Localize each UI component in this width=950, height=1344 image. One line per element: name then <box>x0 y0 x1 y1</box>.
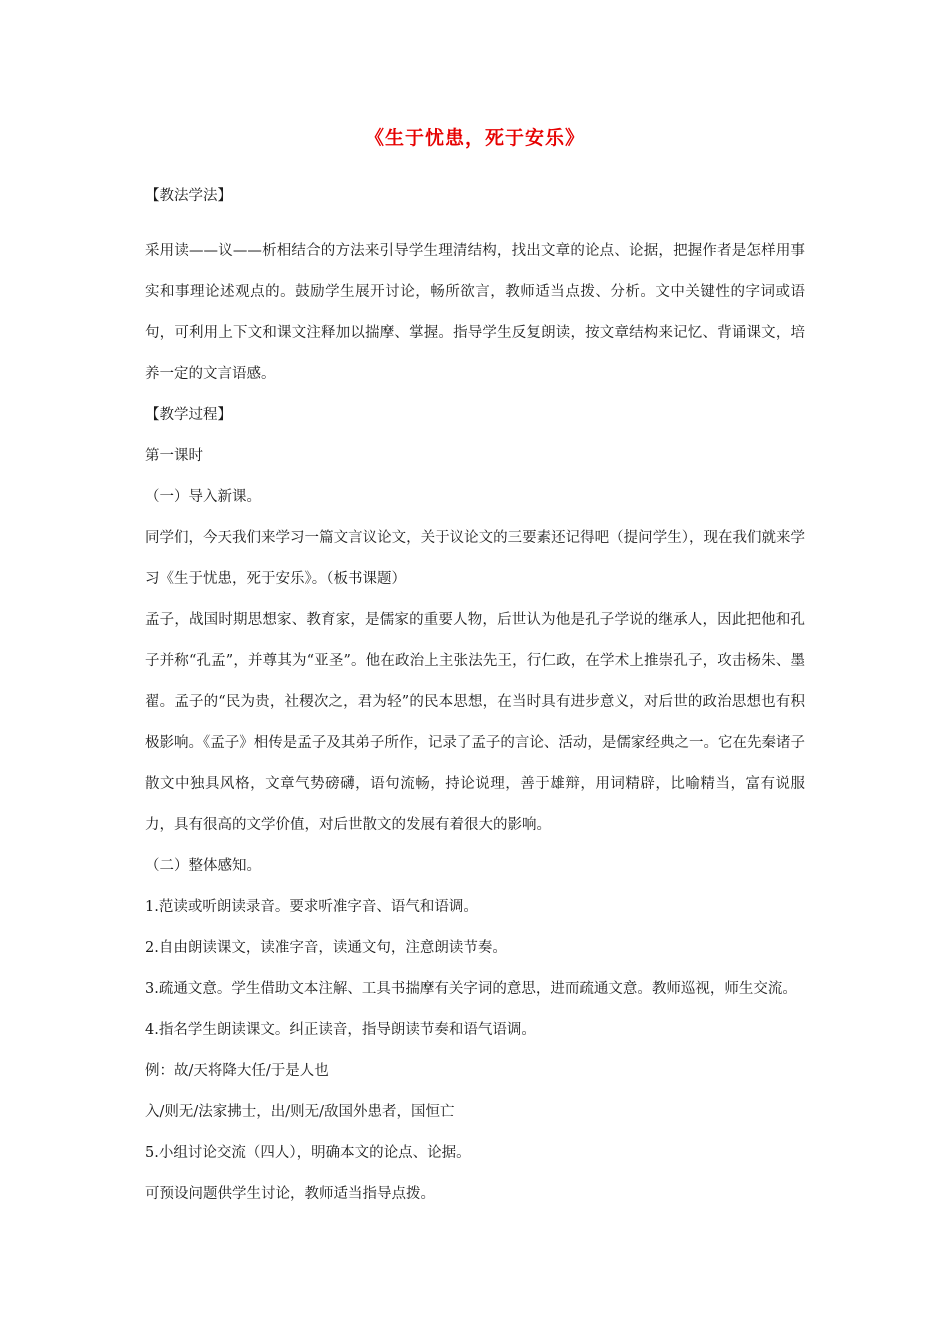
step-5: 5.小组讨论交流（四人），明确本文的论点、论据。 <box>145 1145 471 1161</box>
lesson-label: 第一课时 <box>145 448 203 464</box>
spacer <box>145 217 805 231</box>
section-introduction: （一）导入新课。 <box>145 489 261 505</box>
example-line-1: 例：故/天将降大任/于是人也 <box>145 1063 329 1079</box>
paragraph-mencius: 孟子，战国时期思想家、教育家，是儒家的重要人物，后世认为他是孔子学说的继承人，因此把他和孔子并称“孔孟”，并尊其为“亚圣”。他在政治上主张法先王，行仁政，在学术上推崇孔子，攻击杨朱、墨翟。孟子的“民为贵，社稷次之，君为轻”的民本思想，在当时具有进步意义，对后世的政治思想也有积极影响。《孟子》相传是孟子及其弟子所作，记录了孟子的言论、活动，是儒家经典之一。它在先秦诸子散文中独具风格，文章气势磅礴，语句流畅，持论说理，善于雄辩，用词精辟，比喻精当，富有说服力，具有很高的文学价值，对后世散文的发展有着很大的影响。 <box>145 612 805 833</box>
document-title: 《生于忧患，死于安乐》 <box>364 127 585 149</box>
step-5-note: 可预设问题供学生讨论，教师适当指导点拨。 <box>145 1186 435 1202</box>
heading-teaching-methods: 【教法学法】 <box>145 188 232 204</box>
step-1: 1.范读或听朗读录音。要求听准字音、语气和语调。 <box>145 899 478 915</box>
section-overall-perception: （二）整体感知。 <box>145 858 261 874</box>
paragraph-teaching-methods: 采用读——议——析相结合的方法来引导学生理清结构，找出文章的论点、论据，把握作者是怎样用事实和事理论述观点的。鼓励学生展开讨论，畅所欲言，教师适当点拨、分析。文中关键性的字词或语句，可利用上下文和课文注释加以揣摩、掌握。指导学生反复朗读，按文章结构来记忆、背诵课文，培养一定的文言语感。 <box>145 243 805 382</box>
step-4: 4.指名学生朗读课文。纠正读音，指导朗读节奏和语气语调。 <box>145 1022 536 1038</box>
step-3: 3.疏通文意。学生借助文本注解、工具书揣摩有关字词的意思，进而疏通文意。教师巡视，师生交流。 <box>145 981 797 997</box>
step-2: 2.自由朗读课文，读准字音，读通文句，注意朗读节奏。 <box>145 940 507 956</box>
example-line-2: 入/则无/法家拂士，出/则无/敌国外患者，国恒亡 <box>145 1104 455 1120</box>
heading-teaching-process: 【教学过程】 <box>145 407 232 423</box>
paragraph-introduction: 同学们，今天我们来学习一篇文言议论文，关于议论文的三要素还记得吧（提问学生），现在我们就来学习《生于忧患，死于安乐》。（板书课题） <box>145 530 805 587</box>
document-page <box>145 118 805 1215</box>
